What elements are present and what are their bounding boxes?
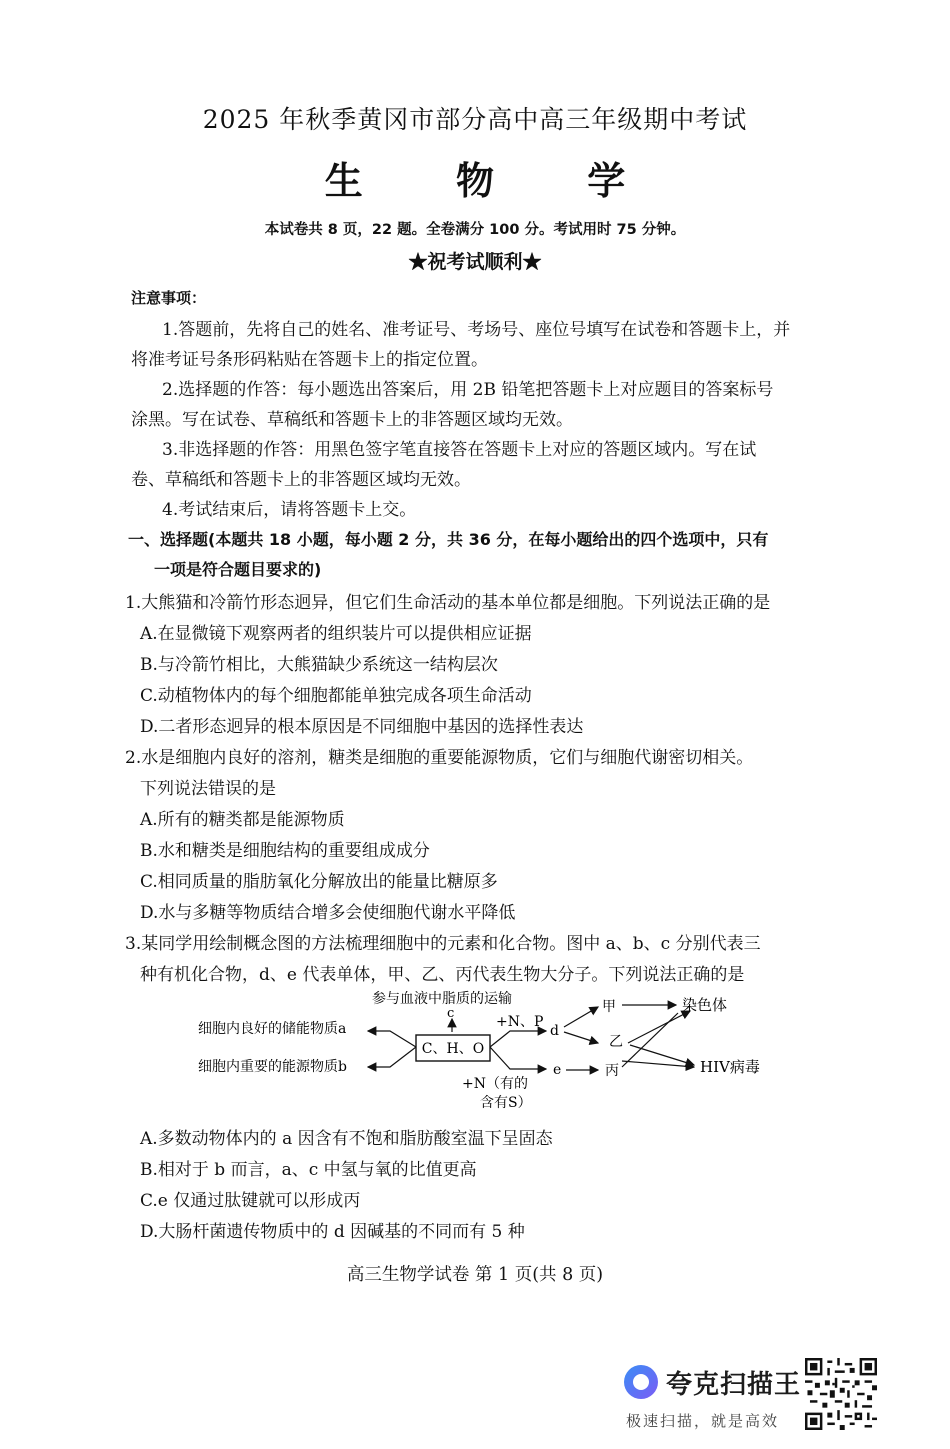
question-3-option-b: B.相对于 b 而言，a、c 中氢与氧的比值更高	[140, 1160, 477, 1180]
question-2-option-c: C.相同质量的脂肪氧化分解放出的能量比糖原多	[140, 872, 498, 892]
element-box-label: C、H、O	[421, 1041, 485, 1057]
question-2-option-a: A.所有的糖类都是能源物质	[140, 810, 345, 830]
notice-item: 卷、草稿纸和答题卡上的非答题区域均无效。	[131, 470, 471, 490]
question-3-stem-cont: 种有机化合物，d、e 代表单体，甲、乙、丙代表生物大分子。下列说法正确的是	[140, 965, 745, 985]
diagram-a-label: 细胞内良好的储能物质a	[198, 1021, 347, 1037]
notice-item: 1.答题前，先将自己的姓名、准考证号、考场号、座位号填写在试卷和答题卡上，并	[162, 320, 791, 340]
notice-item: 3.非选择题的作答：用黑色签字笔直接答在答题卡上对应的答题区域内。写在试	[162, 440, 757, 460]
question-1-option-c: C.动植物体内的每个细胞都能单独完成各项生命活动	[140, 686, 532, 706]
arrow-to-d	[490, 1031, 546, 1047]
question-1-option-d: D.二者形态迥异的根本原因是不同细胞中基因的选择性表达	[140, 717, 584, 737]
chromosome-label: 染色体	[682, 996, 728, 1014]
np-label: +N、P	[496, 1014, 544, 1030]
question-2-stem: 2.水是细胞内良好的溶剂，糖类是细胞的重要能源物质，它们与细胞代谢密切相关。	[125, 748, 754, 768]
concept-map-diagram	[190, 985, 790, 1115]
qr-code-icon	[805, 1358, 877, 1430]
subject-title: 生 物 学	[324, 158, 666, 203]
diagram-top-label: 参与血液中脂质的运输	[372, 991, 512, 1007]
question-3-option-a: A.多数动物体内的 a 因含有不饱和脂肪酸室温下呈固态	[140, 1129, 553, 1149]
notice-item: 将准考证号条形码粘贴在答题卡上的指定位置。	[131, 350, 488, 370]
scanner-watermark	[624, 1362, 801, 1402]
monomer-d: d	[550, 1023, 559, 1039]
question-1-option-b: B.与冷箭竹相比，大熊猫缺少系统这一结构层次	[140, 655, 498, 675]
good-luck-banner: ★祝考试顺利★	[408, 251, 542, 273]
cross-line	[622, 1013, 678, 1067]
arrow-to-a	[368, 1031, 416, 1047]
notice-item: 4.考试结束后，请将答题卡上交。	[162, 500, 417, 520]
question-3-option-d: D.大肠杆菌遗传物质中的 d 因碱基的不同而有 5 种	[140, 1222, 525, 1242]
monomer-e: e	[553, 1062, 562, 1078]
macromolecule-jia: 甲	[602, 999, 616, 1015]
macromolecule-bing: 丙	[605, 1063, 619, 1079]
question-3-stem: 3.某同学用绘制概念图的方法梳理细胞中的元素和化合物。图中 a、b、c 分别代表三	[125, 934, 761, 954]
question-3-option-c: C.e 仅通过肽键就可以形成丙	[140, 1191, 361, 1211]
exam-title: 2025 年秋季黄冈市部分高中高三年级期中考试	[202, 105, 748, 134]
arrow-yi-to-hiv-cross	[628, 1011, 690, 1043]
arrow-to-e	[490, 1047, 546, 1069]
notice-heading: 注意事项：	[131, 289, 207, 307]
page-footer: 高三生物学试卷 第 1 页(共 8 页)	[346, 1265, 604, 1285]
quark-logo-icon	[624, 1365, 658, 1399]
question-1-option-a: A.在显微镜下观察两者的组织装片可以提供相应证据	[140, 624, 532, 644]
question-2-option-d: D.水与多糖等物质结合增多会使细胞代谢水平降低	[140, 903, 516, 923]
question-1-stem: 1.大熊猫和冷箭竹形态迥异，但它们生命活动的基本单位都是细胞。下列说法正确的是	[125, 593, 771, 613]
exam-info: 本试卷共 8 页，22 题。全卷满分 100 分。考试用时 75 分钟。	[264, 222, 686, 238]
arrow-to-b	[368, 1047, 416, 1067]
notice-item: 2.选择题的作答：每小题选出答案后，用 2B 铅笔把答题卡上对应题目的答案标号	[162, 380, 774, 400]
question-2-stem-cont: 下列说法错误的是	[140, 779, 276, 799]
diagram-c-label: c	[447, 1006, 455, 1021]
diagram-b-label: 细胞内重要的能源物质b	[198, 1059, 347, 1075]
question-2-option-b: B.水和糖类是细胞结构的重要组成成分	[140, 841, 430, 861]
arrow-d-to-jia	[564, 1007, 598, 1027]
n-label-line2: 含有S）	[480, 1095, 532, 1111]
notice-item: 涂黑。写在试卷、草稿纸和答题卡上的非答题区域均无效。	[131, 410, 573, 430]
section-heading-cont: 一项是符合题目要求的)	[154, 560, 322, 579]
arrow-d-to-yi	[564, 1032, 598, 1043]
n-label-line1: +N（有的	[462, 1076, 528, 1092]
hiv-label: HIV病毒	[700, 1058, 760, 1076]
watermark-brand: 夸克扫描王	[666, 1369, 802, 1400]
macromolecule-yi: 乙	[609, 1034, 623, 1050]
watermark-slogan: 极速扫描，就是高效	[626, 1412, 780, 1430]
section-heading: 一、选择题(本题共 18 小题，每小题 2 分，共 36 分，在每小题给出的四个选项中，只有	[128, 530, 769, 549]
